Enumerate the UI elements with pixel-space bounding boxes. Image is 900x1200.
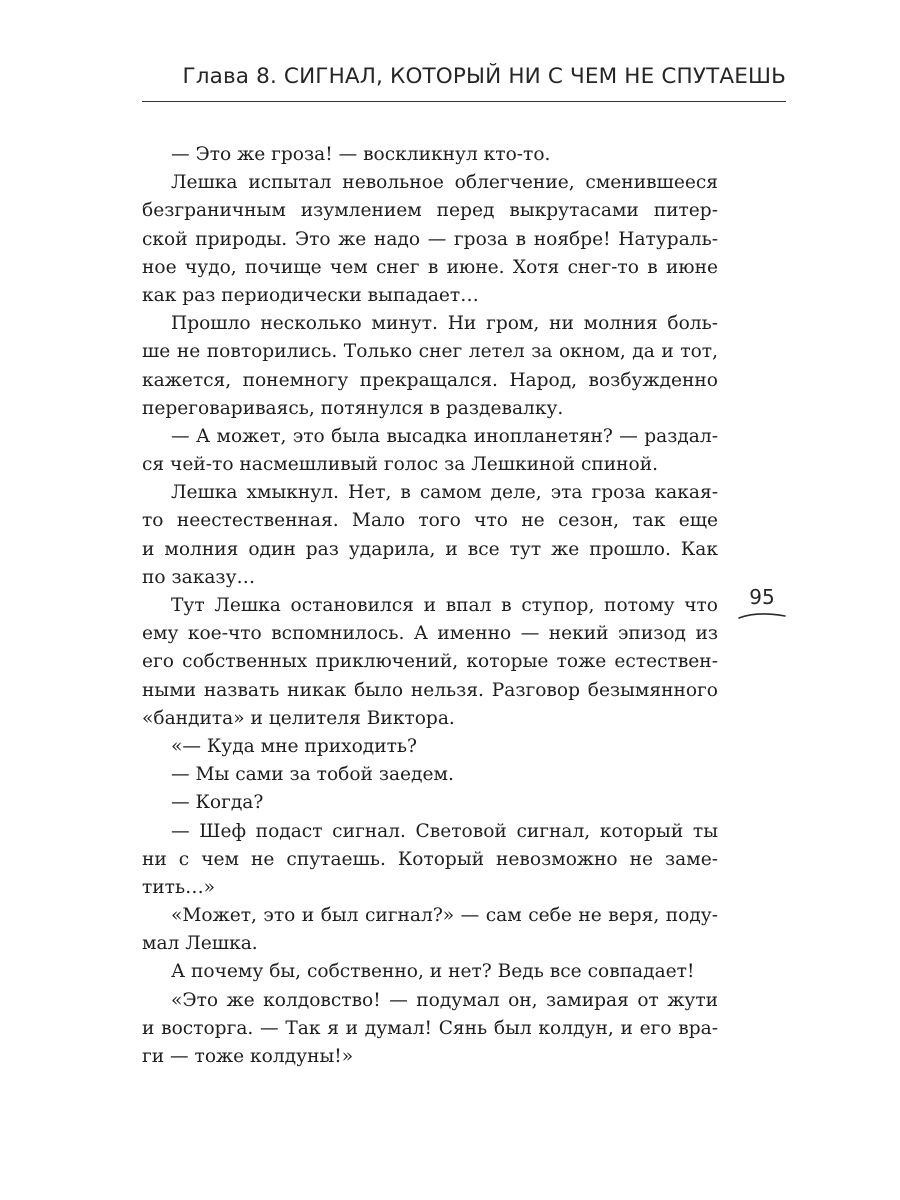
text-line: тить…» bbox=[142, 876, 216, 898]
page-number bbox=[738, 584, 786, 624]
text-line: А почему бы, собственно, и нет? Ведь все совпадает! bbox=[171, 961, 695, 983]
text-line: ными назвать никак было нельзя. Разговор безымянного bbox=[142, 679, 718, 701]
text-line: ской природы. Это же надо — гроза в ноябре! Натураль- bbox=[142, 228, 718, 250]
text-line: его собственных приключений, которые тоже естествен- bbox=[142, 651, 718, 673]
text-line: ся чей-то насмешливый голос за Лешкиной спиной. bbox=[142, 454, 659, 476]
text-line: «бандита» и целителя Виктора. bbox=[142, 707, 455, 729]
text-line: Лешка хмыкнул. Нет, в самом деле, эта гроза какая- bbox=[171, 482, 718, 504]
chapter-title: Глава 8. СИГНАЛ, КОТОРЫЙ НИ С ЧЕМ НЕ СПУТАЕШЬ bbox=[182, 64, 786, 89]
text-line: ше не повторились. Только снег летел за окном, да и тот, bbox=[142, 341, 718, 363]
text-line: мал Лешка. bbox=[142, 933, 258, 955]
text-line: безграничным изумлением перед выкрутасами питер- bbox=[142, 200, 718, 222]
text-line: и восторга. — Так я и думал! Сянь был колдун, и его вра- bbox=[142, 1017, 718, 1039]
page-number-swash-ornament bbox=[738, 610, 786, 622]
page-number-label: 95 bbox=[749, 585, 775, 609]
text-line: Тут Лешка остановился и впал в ступор, потому что bbox=[171, 595, 718, 616]
text-line: ги — тоже колдуны!» bbox=[142, 1046, 354, 1067]
text-line: по заказу… bbox=[142, 566, 256, 588]
running-head bbox=[142, 64, 786, 102]
text-line: «— Куда мне приходить? bbox=[171, 735, 418, 757]
text-line: — Когда? bbox=[171, 792, 264, 814]
text-line: Прошло несколько минут. Ни гром, ни молния боль- bbox=[171, 313, 718, 335]
text-line: ное чудо, почище чем снег в июне. Хотя снег-то в июне bbox=[142, 256, 718, 278]
text-line: переговариваясь, потянулся в раздевалку. bbox=[142, 397, 564, 419]
text-line: «Может, это и был сигнал?» — сам себе не веря, поду- bbox=[171, 905, 718, 927]
text-line: «Это же колдовство! — подумал он, замирая от жути bbox=[171, 989, 718, 1011]
text-line: и молния один раз ударила, и все тут же прошло. Как bbox=[142, 538, 718, 560]
body-text bbox=[142, 141, 718, 1071]
text-line: — Это же гроза! — воскликнул кто-то. bbox=[171, 144, 551, 165]
text-line: ему кое-что вспомнилось. А именно — некий эпизод из bbox=[142, 623, 718, 645]
text-line: ни с чем не спутаешь. Который невозможно не заме- bbox=[142, 848, 718, 870]
text-line: кажется, понемногу прекращался. Народ, возбужденно bbox=[142, 369, 718, 391]
text-line: Лешка испытал невольное облегчение, сменившееся bbox=[171, 172, 718, 194]
text-line: как раз периодически выпадает… bbox=[142, 284, 479, 306]
text-line: — Мы сами за тобой заедем. bbox=[171, 764, 454, 786]
text-line: — А может, это была высадка инопланетян? — раздал- bbox=[171, 425, 718, 447]
text-line: то неестественная. Мало того что не сезон, так еще bbox=[142, 510, 718, 532]
text-line: — Шеф подаст сигнал. Световой сигнал, который ты bbox=[171, 820, 718, 842]
